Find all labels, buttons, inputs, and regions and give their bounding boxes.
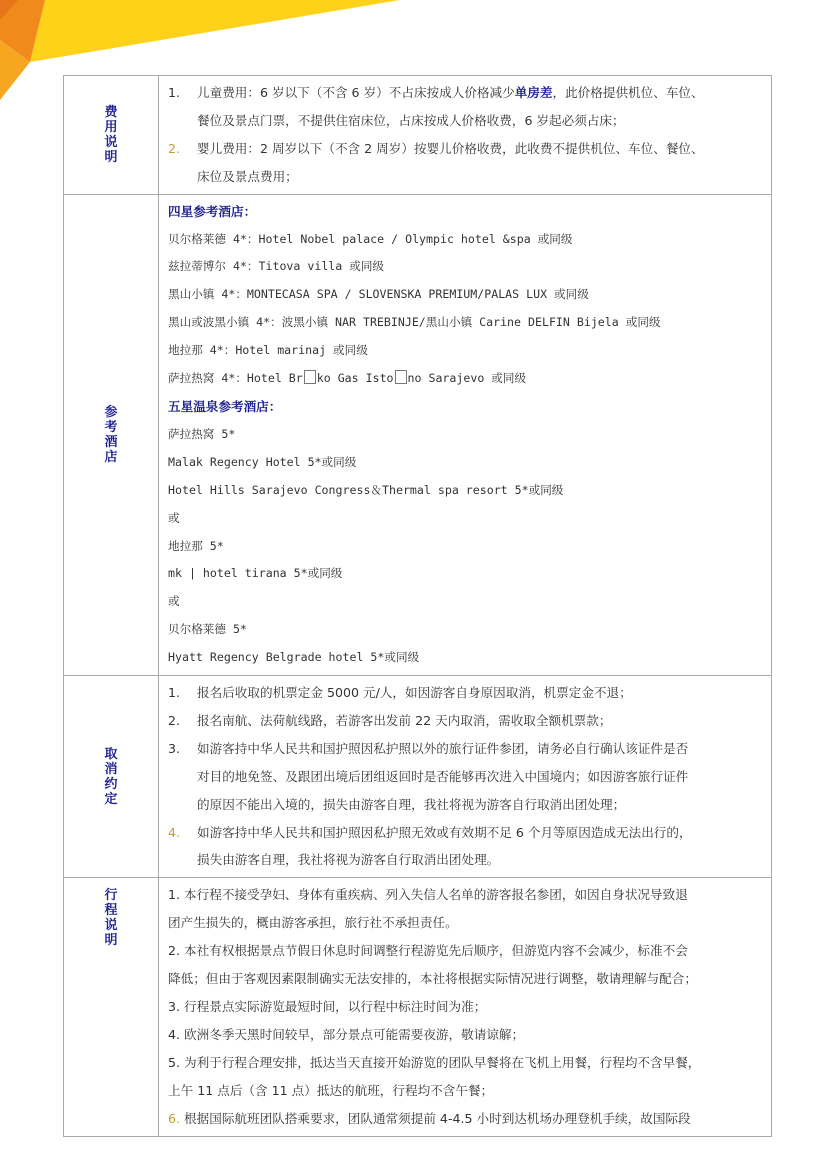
hotel-line: 萨拉热窝 5* [168,426,236,441]
info-table [63,75,772,1137]
hotels-heading: 参考酒店 [104,404,118,465]
missing-glyph-box [304,370,316,384]
hotel-line-sarajevo: 萨拉热窝 4*：Hotel Br ko Gas Isto no Sarajevo 或同级 [168,371,527,386]
hotels-row [64,194,772,675]
list-item-continuation: 对目的地免签、及跟团出境后团组返回时是否能够再次进入中国境内；如因游客旅行证件 [197,768,689,784]
list-item: 2. 报名南航、法荷航线路，若游客出发前 22 天内取消，需收取全额机票款； [168,712,612,728]
list-item: 5. 为利于行程合理安排，抵达当天直接开始游览的团队早餐将在飞机上用餐，行程均不含早餐， [168,1054,701,1070]
fees-heading: 费用说明 [104,104,118,165]
cancel-heading-cell [64,676,159,878]
itinerary-row [64,878,772,1136]
hotel-line: Malak Regency Hotel 5*或同级 [168,454,357,469]
hotel-line: 黑山或波黑小镇 4*：波黑小镇 NAR TREBINJE/黑山小镇 Carine DELFIN Bijela 或同级 [168,315,661,330]
cancel-body [159,676,772,878]
itinerary-body [159,878,772,1136]
hotel-line: 贝尔格莱德 5* [168,622,247,637]
hotel-line: mk | hotel tirana 5*或同级 [168,566,343,581]
itinerary-heading: 行程说明 [104,888,118,949]
cancel-heading: 取消约定 [104,746,118,807]
list-item-continuation: 的原因不能出入境的，损失由游客自理，我社将视为游客自行取消出团处理； [197,796,626,812]
itinerary-heading-cell [64,878,159,1136]
list-item: 6. 根据国际航班团队搭乘要求，团队通常须提前 4-4.5 小时到达机场办理登机手续，故国际段 [168,1110,691,1126]
hotel-line: Hyatt Regency Belgrade hotel 5*或同级 [168,650,420,665]
hotel-line: Hotel Hills Sarajevo Congress＆Thermal spa resort 5*或同级 [168,482,564,497]
four-star-title: 四星参考酒店： [168,203,257,219]
list-item-continuation: 床位及景点费用； [197,168,298,184]
list-item: 2. 婴儿费用：2 周岁以下（不含 2 周岁）按婴儿价格收费，此收费不提供机位、车位、餐位、 [168,140,704,156]
list-item-continuation: 上午 11 点后（含 11 点）抵达的航班，行程均不含午餐； [168,1082,494,1098]
hotel-line: 或 [168,594,180,609]
hotel-line: 地拉那 4*：Hotel marinaj 或同级 [168,343,368,358]
hotel-line: 贝尔格莱德 4*：Hotel Nobel palace / Olympic hotel &spa 或同级 [168,231,573,246]
fees-row [64,76,772,195]
list-item-continuation: 餐位及景点门票，不提供住宿床位，占床按成人价格收费，6 岁起必须占床； [197,112,625,128]
fees-body [159,76,772,195]
hotels-heading-cell [64,194,159,675]
list-item: 1. 儿童费用：6 岁以下（不含 6 岁）不占床按成人价格减少单房差，此价格提供机位、车位、 [168,85,704,100]
hotel-line: 地拉那 5* [168,538,224,553]
hotel-line: 黑山小镇 4*：MONTECASA SPA / SLOVENSKA PREMIUM/PALAS LUX 或同级 [168,287,589,302]
list-item: 1. 本行程不接受孕妇、身体有重疾病、列入失信人名单的游客报名参团，如因自身状况导致退 [168,887,688,903]
cancel-row [64,676,772,878]
single-room-surcharge: 单房差 [514,85,553,100]
list-item: 3. 行程景点实际游览最短时间，以行程中标注时间为准； [168,999,487,1014]
five-star-title: 五星温泉参考酒店： [168,398,282,414]
missing-glyph-box [395,370,407,384]
list-item: 1. 报名后收取的机票定金 5000 元/人，如因游客自身原因取消，机票定金不退； [168,685,632,701]
list-item: 4. 如游客持中华人民共和国护照因私护照无效或有效期不足 6 个月等原因造成无法出行的， [168,824,692,840]
list-item-continuation: 损失由游客自理，我社将视为游客自行取消出团处理。 [197,852,500,868]
hotel-line: 或 [168,510,180,525]
list-item: 3. 如游客持中华人民共和国护照因私护照以外的旅行证件参团，请务必自行确认该证件是否 [168,740,689,756]
list-item: 4. 欧洲冬季天黑时间较早，部分景点可能需要夜游，敬请谅解； [168,1026,525,1042]
hotels-body [159,194,772,675]
list-item: 2. 本社有权根据景点节假日休息时间调整行程游览先后顺序，但游览内容不会减少，标准不会 [168,943,688,959]
list-item-continuation: 降低；但由于客观因素限制确实无法安排的，本社将根据实际情况进行调整，敬请理解与配合； [168,971,697,987]
fees-heading-cell [64,76,159,195]
list-item-continuation: 团产生损失的，概由游客承担，旅行社不承担责任。 [168,915,458,931]
hotel-line: 兹拉蒂博尔 4*：Titova villa 或同级 [168,259,385,274]
